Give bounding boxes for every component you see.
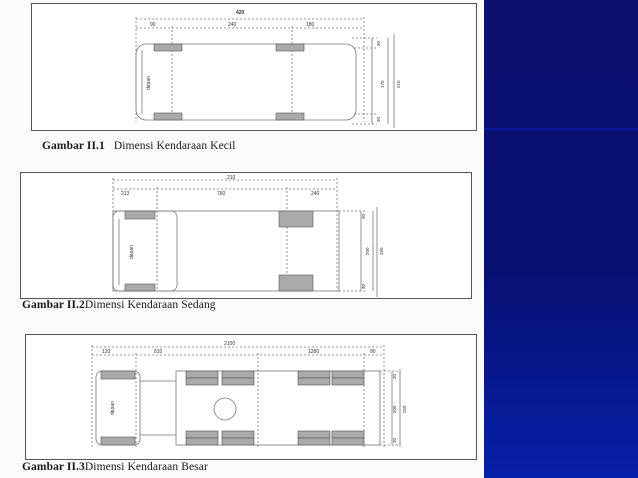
vehicle-diagram-small (32, 4, 476, 130)
figure-frame-1 (31, 3, 477, 131)
vehicle-diagram-medium (21, 173, 471, 298)
dim-top-1-a: 90 (150, 22, 156, 28)
cab-label-3: depan (110, 401, 116, 415)
caption-label-1: Gambar II.1 (42, 140, 105, 152)
top-label-2: 210 (227, 175, 236, 181)
caption-1 (42, 140, 236, 152)
dim-right-1-c: 30 (376, 116, 381, 122)
dim-right-total-3: 250 (402, 405, 407, 413)
dim-right-total-1: 210 (396, 80, 401, 88)
dim-top-1-b: 240 (228, 22, 237, 28)
panel-seam (484, 128, 638, 130)
caption-text-1: Dimensi Kendaraan Kecil (113, 140, 236, 152)
top-label-3: 2100 (224, 341, 236, 347)
dim-right-2-b: 200 (365, 247, 370, 255)
caption-label-2: Gambar II.2 (22, 299, 85, 311)
dim-right-1-b: 170 (380, 80, 385, 88)
dim-top-3-a: 120 (102, 349, 111, 355)
dim-right-2-a: 30 (361, 213, 366, 219)
dim-top-2-c: 240 (311, 191, 320, 197)
dim-right-total-2: 260 (379, 247, 384, 255)
caption-text-2: Dimensi Kendaraan Sedang (84, 299, 216, 311)
dim-right-3-c: 30 (392, 437, 397, 443)
dim-top-2-a: 213 (121, 191, 130, 197)
caption-label-3: Gambar II.3 (22, 461, 85, 473)
figure-frame-3 (25, 334, 477, 460)
dim-right-2-c: 30 (361, 283, 366, 289)
dim-top-2-b: 760 (217, 191, 226, 197)
dim-right-3-b: 200 (392, 405, 397, 413)
dim-right-3-a: 30 (392, 373, 397, 379)
slide-side-panel (484, 0, 638, 478)
dim-top-3-b: 810 (154, 349, 163, 355)
figure-frame-2 (20, 172, 472, 299)
caption-3 (22, 461, 208, 473)
dim-right-1-a: 30 (376, 40, 381, 46)
caption-text-3: Dimensi Kendaraan Besar (84, 461, 208, 473)
dim-top-3-d: 90 (370, 349, 376, 355)
vehicle-diagram-large (26, 335, 476, 459)
cab-label-1: depan (146, 76, 152, 90)
dim-top-3-c: 1280 (308, 349, 320, 355)
cab-label-2: depan (129, 245, 135, 259)
dim-top-1-c: 180 (306, 22, 315, 28)
top-label-1: 420 (236, 10, 245, 16)
caption-2 (22, 299, 216, 311)
